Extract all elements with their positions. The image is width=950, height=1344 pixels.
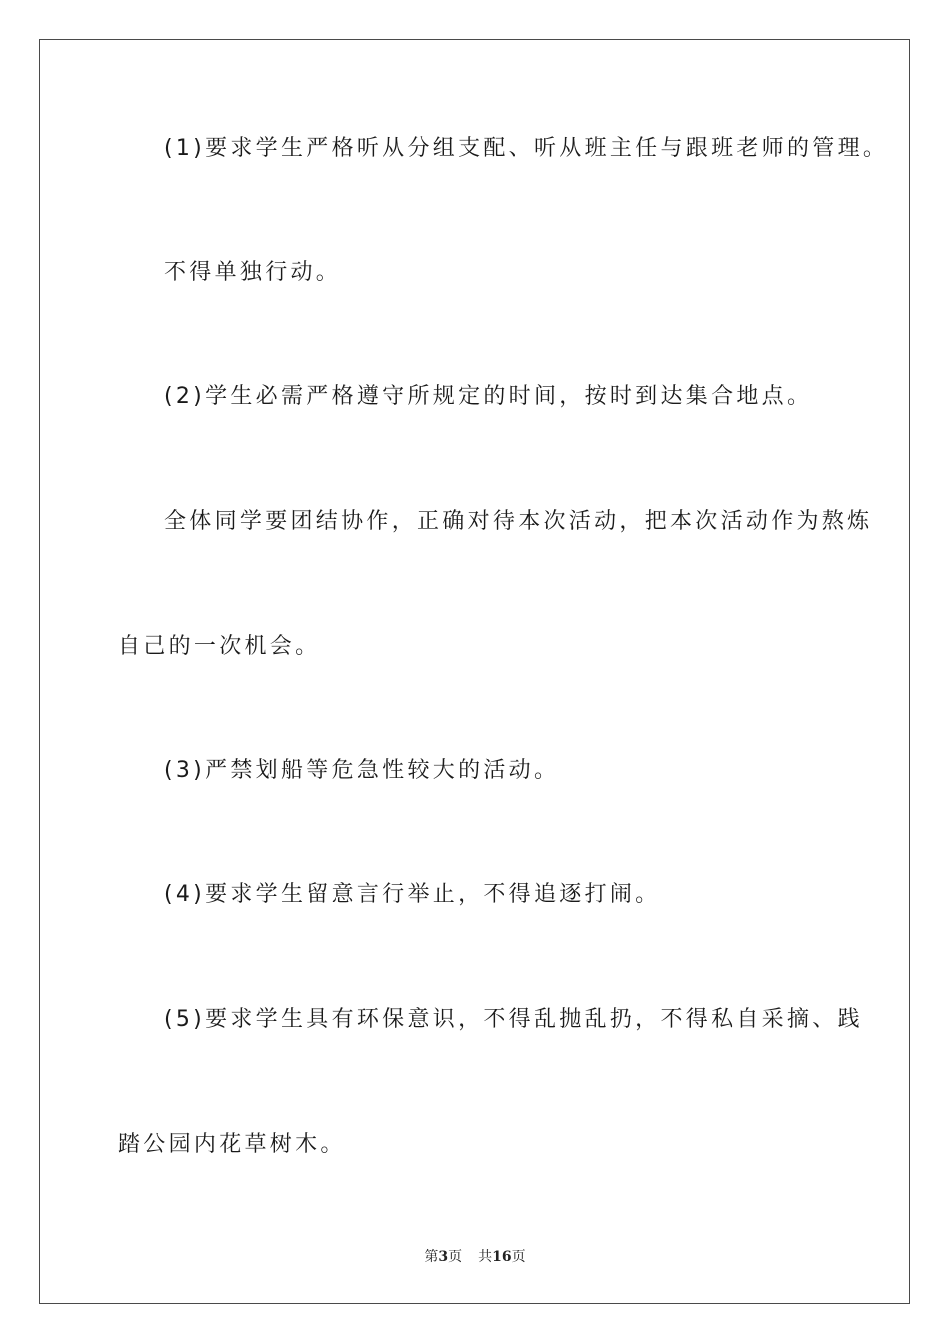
footer-total-pages: 16 xyxy=(492,1249,512,1265)
paragraph-line-6: (3)严禁划船等危急性较大的活动。 xyxy=(164,758,560,783)
paragraph-line-5: 自己的一次机会。 xyxy=(118,634,321,659)
page-border xyxy=(39,39,910,1304)
footer-total-suffix: 页 xyxy=(511,1249,526,1265)
paragraph-line-1: (1)要求学生严格听从分组支配、听从班主任与跟班老师的管理。 xyxy=(164,136,889,161)
footer-page-suffix: 页 xyxy=(448,1249,463,1265)
page-footer xyxy=(0,1248,950,1266)
paragraph-line-7: (4)要求学生留意言行举止，不得追逐打闹。 xyxy=(164,882,661,907)
footer-page-number: 3 xyxy=(438,1249,449,1265)
paragraph-line-2: 不得单独行动。 xyxy=(164,260,342,285)
footer-page-prefix: 第 xyxy=(424,1249,439,1265)
footer-total-prefix: 共 xyxy=(478,1249,493,1265)
paragraph-line-8: (5)要求学生具有环保意识，不得乱抛乱扔，不得私自采摘、践 xyxy=(164,1007,863,1032)
paragraph-line-3: (2)学生必需严格遵守所规定的时间，按时到达集合地点。 xyxy=(164,384,813,409)
paragraph-line-4: 全体同学要团结协作，正确对待本次活动，把本次活动作为熬炼 xyxy=(164,509,873,534)
paragraph-line-9: 踏公园内花草树木。 xyxy=(118,1132,346,1157)
